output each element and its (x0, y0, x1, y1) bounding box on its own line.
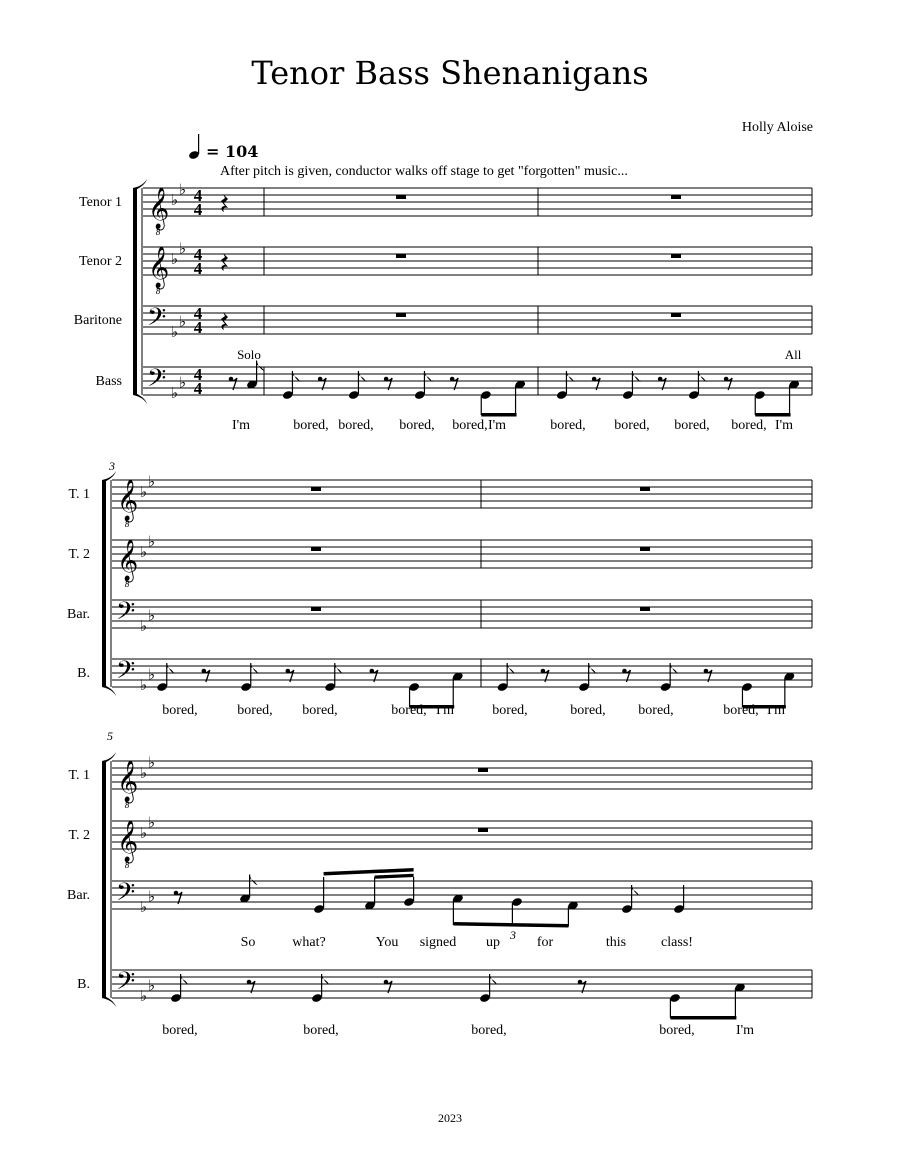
flat-sign: ♭ (140, 619, 148, 635)
beam (755, 413, 790, 417)
flat-sign: ♭ (148, 755, 156, 772)
whole-rest (671, 195, 681, 199)
flat-sign: ♭ (171, 252, 179, 268)
flat-sign: ♭ (179, 375, 187, 392)
part-short-baritone: Bar. (67, 888, 90, 903)
lyric-bass: bored, (452, 418, 488, 433)
lyric-bass: bored, (338, 418, 374, 433)
time-signature-bottom: 4 (193, 200, 203, 219)
part-short-tenor1: T. 1 (68, 487, 90, 502)
beam (670, 1016, 736, 1020)
octave-marker: 8 (124, 519, 130, 529)
lyric-bass: bored, (162, 1023, 198, 1038)
lyric-baritone: So (240, 935, 256, 950)
whole-rest (478, 828, 488, 832)
octave-marker: 8 (124, 579, 130, 589)
bass-clef: 𝄢 (116, 598, 136, 631)
note-flag (257, 361, 265, 372)
flat-sign: ♭ (140, 678, 148, 694)
note-flag (698, 371, 706, 382)
whole-rest (671, 254, 681, 258)
part-short-tenor2: T. 2 (68, 828, 90, 843)
whole-rest (640, 487, 650, 491)
treble-clef: 𝄞 (117, 761, 139, 801)
bass-clef: 𝄢 (147, 365, 167, 398)
footer-year: 2023 (438, 1111, 462, 1125)
score-title: Tenor Bass Shenanigans (251, 54, 649, 92)
flat-sign: ♭ (148, 889, 156, 906)
whole-rest (478, 768, 488, 772)
octave-marker: 8 (155, 227, 161, 237)
solo-marking: Solo (237, 347, 261, 362)
time-signature-top: 4 (193, 365, 203, 384)
lyric-bass: I'm (735, 1023, 755, 1038)
whole-rest (396, 195, 406, 199)
whole-rest (640, 547, 650, 551)
whole-rest (640, 607, 650, 611)
note-flag (507, 663, 515, 674)
flat-sign: ♭ (148, 608, 156, 625)
lyric-bass: bored, (492, 703, 528, 718)
part-name-baritone: Baritone (73, 313, 122, 328)
lyric-baritone: for (536, 935, 554, 950)
lyric-baritone: class! (661, 935, 693, 950)
note-flag (250, 875, 258, 886)
beam-secondary (375, 874, 414, 879)
bracket-top-curl (133, 179, 147, 191)
note-flag (292, 371, 300, 382)
part-name-tenor2: Tenor 2 (79, 254, 122, 269)
lyric-baritone: up (486, 935, 500, 950)
treble-clef: 𝄞 (148, 188, 170, 228)
whole-rest (396, 254, 406, 258)
tuplet-number: 3 (510, 928, 516, 942)
lyric-bass: I'm (231, 418, 251, 433)
beam (453, 922, 568, 928)
treble-clef: 𝄞 (117, 821, 139, 861)
whole-rest (671, 313, 681, 317)
whole-rest (396, 313, 406, 317)
bass-clef: 𝄢 (147, 304, 167, 337)
time-signature-bottom: 4 (193, 318, 203, 337)
system-bracket (133, 188, 137, 395)
treble-clef: 𝄞 (148, 247, 170, 287)
lyric-bass: bored, (638, 703, 674, 718)
lyric-bass: I'm (487, 418, 507, 433)
lyric-bass: bored, (659, 1023, 695, 1038)
performance-note: After pitch is given, conductor walks off stage to get "forgotten" music... (220, 164, 628, 179)
note-flag (490, 974, 498, 985)
flat-sign: ♭ (148, 815, 156, 832)
lyric-bass: bored, (731, 418, 767, 433)
flat-sign: ♭ (140, 545, 148, 561)
lyric-baritone: what? (292, 935, 326, 950)
bass-clef: 𝄢 (116, 879, 136, 912)
lyric-bass: bored, (614, 418, 650, 433)
octave-marker: 8 (124, 860, 130, 870)
time-signature-top: 4 (193, 304, 203, 323)
lyric-bass: bored, (570, 703, 606, 718)
time-signature-bottom: 4 (193, 379, 203, 398)
part-short-bass: B. (77, 666, 90, 681)
note-flag (632, 371, 640, 382)
flat-sign: ♭ (148, 667, 156, 684)
composer: Holly Aloise (741, 120, 813, 135)
note-flag (181, 974, 189, 985)
lyric-bass: I'm (435, 703, 455, 718)
flat-sign: ♭ (140, 485, 148, 501)
lyric-bass: bored, (302, 703, 338, 718)
all-marking: All (784, 347, 802, 362)
whole-rest (311, 487, 321, 491)
bracket-bottom-curl (133, 392, 147, 404)
note-flag (322, 974, 330, 985)
tempo-marking: = 104 (206, 142, 259, 161)
flat-sign: ♭ (140, 826, 148, 842)
part-short-bass: B. (77, 977, 90, 992)
flat-sign: ♭ (148, 978, 156, 995)
beam (481, 413, 516, 417)
lyric-bass: bored, (723, 703, 759, 718)
flat-sign: ♭ (171, 193, 179, 209)
note-flag (251, 663, 259, 674)
lyric-bass: I'm (766, 703, 786, 718)
lyric-baritone: signed (419, 935, 457, 950)
measure-number: 5 (107, 729, 113, 743)
flat-sign: ♭ (148, 474, 156, 491)
lyric-bass: bored, (550, 418, 586, 433)
lyric-bass: bored, (303, 1023, 339, 1038)
lyric-bass: bored, (237, 703, 273, 718)
part-name-tenor1: Tenor 1 (79, 195, 122, 210)
note-flag (589, 663, 597, 674)
bracket-bottom-curl (102, 684, 116, 696)
lyric-baritone: this (605, 935, 627, 950)
part-short-baritone: Bar. (67, 607, 90, 622)
lyric-baritone: You (375, 935, 399, 950)
flat-sign: ♭ (140, 900, 148, 916)
whole-rest (311, 607, 321, 611)
octave-marker: 8 (124, 800, 130, 810)
note-flag (424, 371, 432, 382)
lyric-bass: bored, (471, 1023, 507, 1038)
bracket-top-curl (102, 752, 116, 764)
flat-sign: ♭ (179, 241, 187, 258)
flat-sign: ♭ (171, 325, 179, 341)
measure-number: 3 (109, 459, 115, 473)
lyric-bass: bored, (391, 703, 427, 718)
note-flag (358, 371, 366, 382)
flat-sign: ♭ (148, 534, 156, 551)
whole-rest (311, 547, 321, 551)
bass-clef: 𝄢 (116, 968, 136, 1001)
part-short-tenor1: T. 1 (68, 768, 90, 783)
part-name-bass: Bass (95, 374, 122, 389)
flat-sign: ♭ (140, 989, 148, 1005)
time-signature-top: 4 (193, 186, 203, 205)
lyric-bass: bored, (399, 418, 435, 433)
lyric-bass: I'm (774, 418, 794, 433)
time-signature-top: 4 (193, 245, 203, 264)
system-bracket (102, 761, 106, 998)
part-short-tenor2: T. 2 (68, 547, 90, 562)
flat-sign: ♭ (171, 386, 179, 402)
note-flag (335, 663, 343, 674)
lyric-bass: bored, (674, 418, 710, 433)
time-signature-bottom: 4 (193, 259, 203, 278)
system-bracket (102, 480, 106, 687)
note-flag (670, 663, 678, 674)
note-flag (566, 371, 574, 382)
bracket-bottom-curl (102, 995, 116, 1007)
lyric-bass: bored, (162, 703, 198, 718)
note-flag (632, 885, 640, 896)
flat-sign: ♭ (179, 314, 187, 331)
lyric-bass: bored, (293, 418, 329, 433)
flat-sign: ♭ (140, 766, 148, 782)
octave-marker: 8 (155, 286, 161, 296)
note-flag (167, 663, 175, 674)
flat-sign: ♭ (179, 182, 187, 199)
bass-clef: 𝄢 (116, 657, 136, 690)
treble-clef: 𝄞 (117, 480, 139, 520)
treble-clef: 𝄞 (117, 540, 139, 580)
